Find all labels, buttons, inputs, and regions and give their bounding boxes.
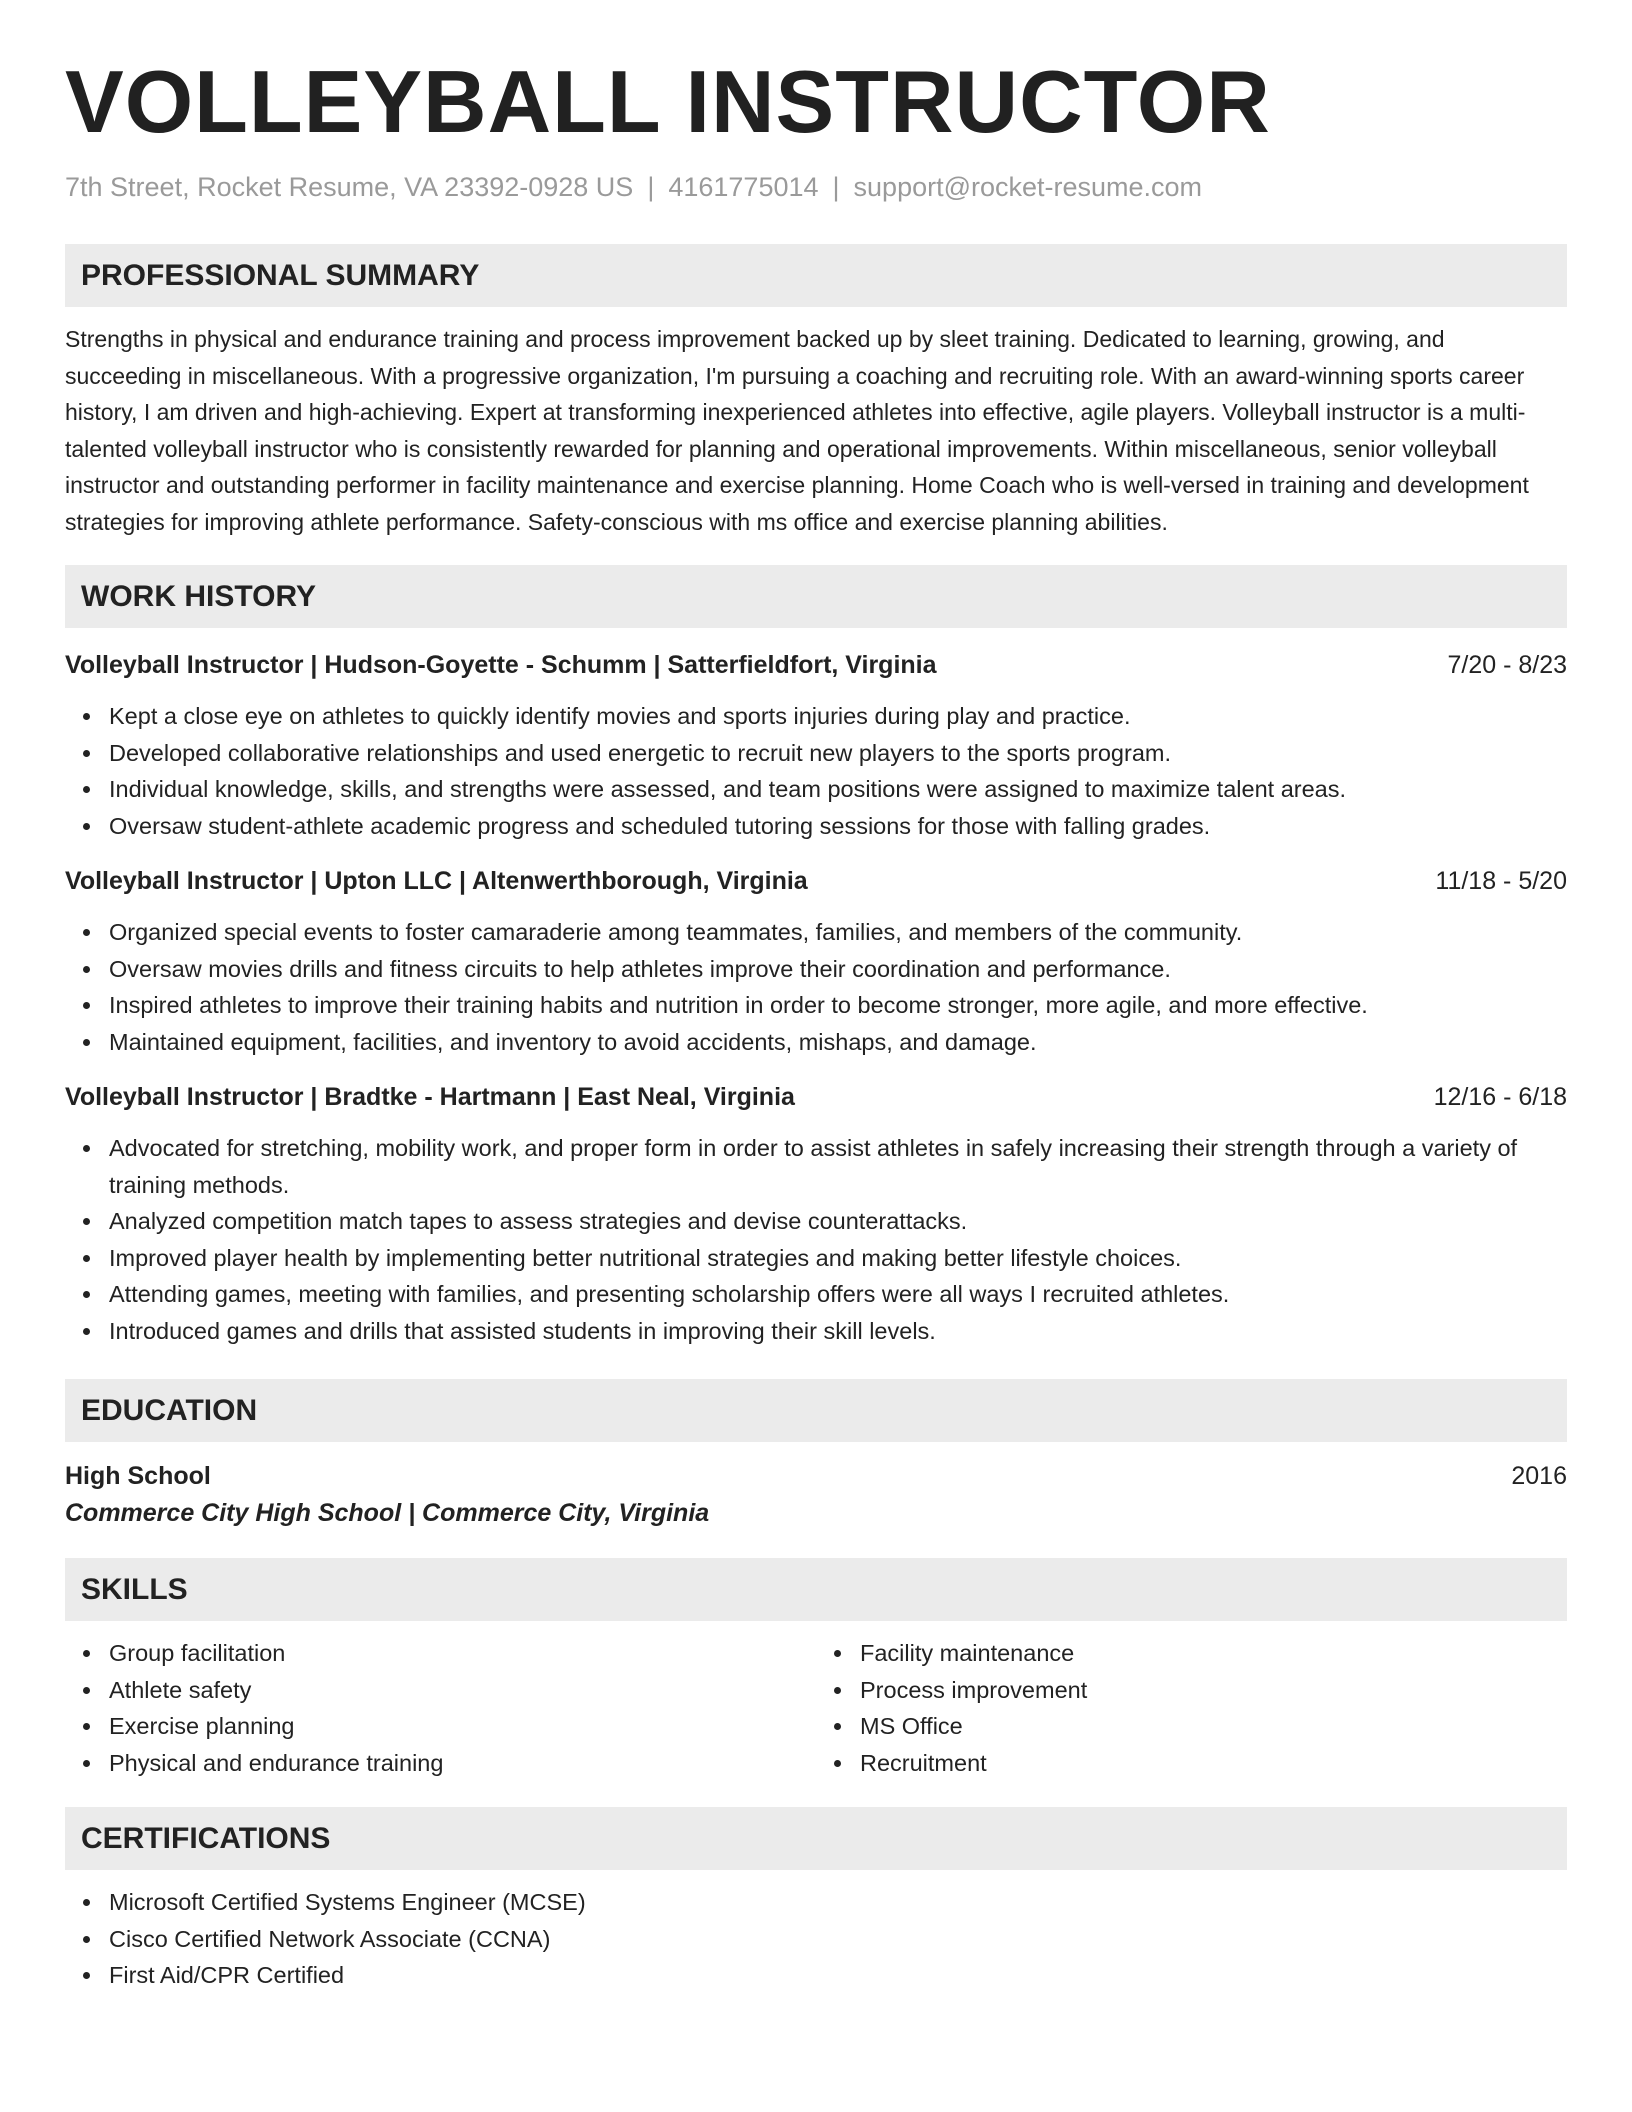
skill-item: Process improvement [860,1672,1567,1709]
education-year: 2016 [1511,1462,1567,1490]
job-bullets [65,914,1567,1060]
bullet-item: Kept a close eye on athletes to quickly identify movies and sports injuries during play and practice. [109,698,1567,735]
section-heading-skills: SKILLS [65,1558,1567,1621]
education-degree: High School [65,1462,211,1490]
job-header [65,648,1567,682]
bullet-item: Individual knowledge, skills, and strengths were assessed, and team positions were assigned to maximize talent areas. [109,771,1567,808]
skill-item: Recruitment [860,1745,1567,1782]
bullet-item: Improved player health by implementing better nutritional strategies and making better lifestyle choices. [109,1240,1567,1277]
summary-text: Strengths in physical and endurance training and process improvement backed up by sleet training. Dedicated to learning, growing, and succeeding in miscellaneous. With a progressive organization, I'm pursuing a coaching and recruiting role. With an award-winning sports career history, I am driven and high-achieving. Expert at transforming inexperienced athletes into effective, agile players. Volleyball instructor is a multi-talented volleyball instructor who is consistently rewarded for planning and operational improvements. Within miscellaneous, senior volleyball instructor and outstanding performer in facility maintenance and exercise planning. Home Coach who is well-versed in training and development strategies for improving athlete performance. Safety-conscious with ms office and exercise planning abilities. [65,326,1529,535]
bullet-item: Organized special events to foster camaraderie among teammates, families, and members of the community. [109,914,1567,951]
bullet-item: Inspired athletes to improve their training habits and nutrition in order to become stronger, more agile, and more effective. [109,987,1567,1024]
education-school: Commerce City High School | Commerce City, Virginia [65,1499,710,1527]
contact-email: support@rocket-resume.com [853,172,1203,202]
contact-line [65,170,1567,204]
certification-item: Microsoft Certified Systems Engineer (MCSE) [109,1884,1567,1921]
certifications-list [65,1884,1567,1994]
section-heading-education: EDUCATION [65,1379,1567,1442]
contact-separator: | [832,172,840,202]
job-bullets [65,698,1567,844]
education-entry [65,1458,1567,1532]
bullet-item: Maintained equipment, facilities, and inventory to avoid accidents, mishaps, and damage. [109,1024,1567,1061]
section-heading-summary: PROFESSIONAL SUMMARY [65,244,1567,307]
skills-list-left [65,1635,816,1781]
job-entry [65,864,1567,1060]
job-dates: 7/20 - 8/23 [1447,651,1567,679]
certification-item: First Aid/CPR Certified [109,1957,1567,1994]
skills-grid [65,1635,1567,1781]
skill-item: Group facilitation [109,1635,816,1672]
skill-item: Athlete safety [109,1672,816,1709]
job-dates: 12/16 - 6/18 [1433,1083,1567,1111]
skill-item: Exercise planning [109,1708,816,1745]
skill-item: Facility maintenance [860,1635,1567,1672]
contact-address: 7th Street, Rocket Resume, VA 23392-0928 US [65,172,634,202]
section-heading-certifications: CERTIFICATIONS [65,1807,1567,1870]
resume-name: VOLLEYBALL INSTRUCTOR [65,52,1271,151]
job-title: Volleyball Instructor | Hudson-Goyette - Schumm | Satterfieldfort, Virginia [65,651,937,679]
job-bullets [65,1130,1567,1349]
bullet-item: Oversaw student-athlete academic progress and scheduled tutoring sessions for those with falling grades. [109,808,1567,845]
contact-separator: | [647,172,655,202]
job-header [65,864,1567,898]
bullet-item: Oversaw movies drills and fitness circuits to help athletes improve their coordination and performance. [109,951,1567,988]
job-title: Volleyball Instructor | Upton LLC | Altenwerthborough, Virginia [65,867,808,895]
education-header [65,1458,1567,1495]
job-entry [65,648,1567,844]
job-title: Volleyball Instructor | Bradtke - Hartmann | East Neal, Virginia [65,1083,795,1111]
certification-item: Cisco Certified Network Associate (CCNA) [109,1921,1567,1958]
skills-list-right [816,1635,1567,1781]
skill-item: Physical and endurance training [109,1745,816,1782]
skill-item: MS Office [860,1708,1567,1745]
job-entry [65,1080,1567,1349]
section-heading-work-history: WORK HISTORY [65,565,1567,628]
bullet-item: Advocated for stretching, mobility work, and proper form in order to assist athletes in safely increasing their strength through a variety of training methods. [109,1130,1567,1203]
bullet-item: Developed collaborative relationships and used energetic to recruit new players to the sports program. [109,735,1567,772]
bullet-item: Attending games, meeting with families, and presenting scholarship offers were all ways I recruited athletes. [109,1276,1567,1313]
bullet-item: Introduced games and drills that assisted students in improving their skill levels. [109,1313,1567,1350]
job-dates: 11/18 - 5/20 [1435,867,1567,895]
job-header [65,1080,1567,1114]
bullet-item: Analyzed competition match tapes to assess strategies and devise counterattacks. [109,1203,1567,1240]
contact-phone: 4161775014 [668,172,819,202]
